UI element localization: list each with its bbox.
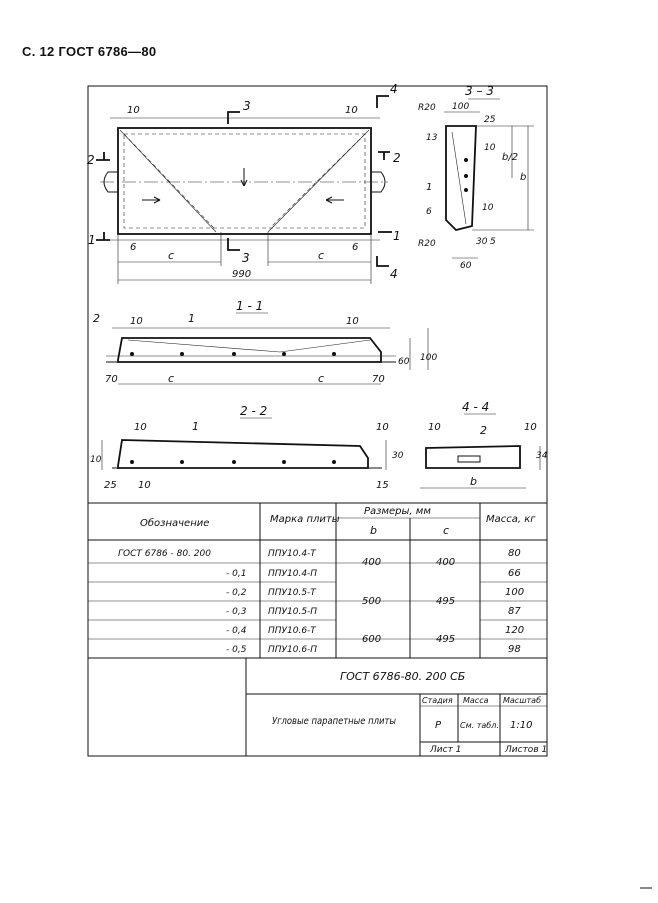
table-header-c: c (443, 524, 450, 537)
s11-c2: c (318, 372, 325, 385)
s33-d10b: 10 (482, 203, 494, 213)
table-row-mark: ППУ10.6-Т (268, 626, 316, 636)
section-mark-2-right (378, 152, 390, 160)
s11-d10b: 10 (346, 316, 359, 327)
s11-rebar-1 (130, 352, 134, 356)
arrow-left (142, 197, 160, 203)
plan-mark-2-left: 2 (87, 153, 95, 167)
plan-dim-c-right: c (318, 249, 325, 262)
s11-title: 1 - 1 (236, 299, 264, 313)
s33-d6: 6 (426, 207, 432, 217)
s44-title: 4 - 4 (462, 400, 490, 414)
section-2-2 (90, 404, 404, 491)
section-1-1 (93, 299, 437, 385)
title-stage-label: Стадия (422, 696, 453, 705)
s11-rebar-line2 (280, 340, 370, 352)
title-scale: 1:10 (510, 720, 533, 731)
s33-d25: 25 (484, 115, 496, 125)
s33-inner (452, 132, 466, 224)
plan-dim-c-left: c (168, 249, 175, 262)
s22-d10a: 10 (134, 422, 147, 433)
arrow-down (241, 168, 247, 186)
table-row-mass: 87 (508, 606, 521, 617)
s44-d10b: 10 (524, 422, 537, 433)
plan-dim-6-left: 6 (130, 242, 137, 253)
s44-l2: 2 (480, 424, 487, 437)
s11-d70b: 70 (372, 374, 385, 385)
table-size-b: 500 (362, 596, 382, 607)
table-row-designation: - 0,4 (226, 626, 247, 636)
s33-rebar-3 (464, 188, 468, 192)
table-size-c: 495 (436, 634, 456, 645)
table-row-designation: - 0,2 (226, 588, 247, 598)
s33-rebar-2 (464, 174, 468, 178)
table-header-mass: Масса, кг (486, 514, 536, 525)
s11-rebar-2 (180, 352, 184, 356)
plan-dim-990: 990 (232, 269, 252, 280)
plan-dim-10-right: 10 (345, 105, 358, 116)
s44-b: b (470, 475, 477, 488)
s22-d25: 25 (104, 480, 117, 491)
plan-mark-2-right: 2 (393, 151, 401, 165)
table-row-mass: 100 (505, 587, 525, 598)
s33-r20b: R20 (418, 239, 436, 249)
plan-dim-6-right: 6 (352, 242, 359, 253)
s22-d15: 15 (376, 480, 389, 491)
s22-d10d: 10 (138, 480, 151, 491)
page-header: С. 12 ГОСТ 6786—80 (22, 44, 157, 59)
s11-d70a: 70 (105, 374, 118, 385)
table-row-designation: - 0,1 (226, 569, 247, 579)
s11-rebar-4 (282, 352, 286, 356)
title-scale-label: Масштаб (503, 696, 542, 705)
table-size-c: 400 (436, 557, 456, 568)
s11-d10a: 10 (130, 316, 143, 327)
table-row-mass: 120 (505, 625, 525, 636)
plan-mark-4-bottom: 4 (390, 267, 398, 281)
table-row-mark: ППУ10.5-П (268, 607, 318, 617)
s33-d100: 100 (452, 102, 470, 112)
s22-d10b: 10 (376, 422, 389, 433)
s33-d5: 5 (490, 237, 496, 247)
s11-c1: c (168, 372, 175, 385)
s22-rebar-4 (282, 460, 286, 464)
plan-diagonal-solid-left (120, 130, 216, 232)
table-header-sizes: Размеры, мм (364, 506, 431, 517)
table-row-designation: - 0,5 (226, 645, 247, 655)
s44-insert (458, 456, 480, 462)
s11-rebar-line (128, 340, 280, 352)
section-4-4 (420, 400, 548, 488)
s22-slab (118, 440, 368, 468)
s11-slab (118, 338, 381, 362)
title-mass-label: Масса (463, 696, 489, 705)
table-row-mark: ППУ10.4-П (268, 569, 318, 579)
s33-r20: R20 (418, 103, 436, 113)
table-size-b: 400 (362, 557, 382, 568)
s33-d1: 1 (426, 182, 433, 193)
title-sheets: Листов 1 (505, 745, 548, 755)
plan-mark-1-left: 1 (88, 233, 96, 247)
plan-diagonal-solid-right (268, 130, 369, 232)
s33-d10a: 10 (484, 143, 496, 153)
s33-b2: b/2 (502, 152, 519, 163)
plan-mark-3-bottom: 3 (242, 251, 250, 265)
s22-rebar-5 (332, 460, 336, 464)
s44-profile (426, 446, 520, 468)
s11-rebar-3 (232, 352, 236, 356)
table-size-b: 600 (362, 634, 382, 645)
title-stage: Р (435, 720, 442, 731)
table-row-designation: - 0,3 (226, 607, 247, 617)
table-size-c: 495 (436, 596, 456, 607)
section-mark-2-left (96, 152, 110, 160)
spec-table (88, 503, 547, 658)
plan-mark-4-top: 4 (390, 82, 398, 96)
s33-d60: 60 (460, 261, 472, 271)
s22-rebar-1 (130, 460, 134, 464)
title-doc-code: ГОСТ 6786-80. 200 СБ (340, 670, 466, 683)
table-row-mark: ППУ10.6-П (268, 645, 318, 655)
plan-mark-1-right: 1 (393, 229, 401, 243)
s33-rebar-1 (464, 158, 468, 162)
table-row-mass: 66 (508, 568, 521, 579)
s22-rebar-3 (232, 460, 236, 464)
section-mark-4-top (377, 96, 389, 108)
s33-title: 3 – 3 (465, 84, 494, 98)
s44-d34: 34 (536, 451, 548, 461)
s22-title: 2 - 2 (240, 404, 268, 418)
s11-d100: 100 (420, 353, 438, 363)
s11-rebar-5 (332, 352, 336, 356)
s22-l1: 1 (192, 420, 199, 433)
s22-d10c: 10 (90, 455, 102, 465)
table-row-mark: ППУ10.5-Т (268, 588, 316, 598)
title-block (246, 658, 547, 756)
section-mark-4-bottom (377, 256, 389, 266)
section-3-3 (418, 84, 534, 271)
plan-view (87, 82, 401, 284)
table-row-mark: ППУ10.4-Т (268, 549, 316, 559)
table-header-designation: Обозначение (140, 518, 210, 529)
table-header-mark: Марка плиты (270, 514, 340, 525)
s22-d30: 30 (392, 451, 404, 461)
s33-d13: 13 (426, 133, 438, 143)
arrow-right (326, 197, 344, 203)
plan-diagonal-left (124, 134, 214, 228)
plan-mark-3-top: 3 (243, 99, 251, 113)
s11-d60: 60 (398, 357, 410, 367)
table-row-mass: 80 (508, 548, 521, 559)
plan-dim-10-left: 10 (127, 105, 140, 116)
title-mass: См. табл. (460, 721, 499, 730)
title-name-line: Угловые парапетные плиты (272, 716, 397, 727)
section-mark-1-left (96, 232, 110, 240)
s33-profile (446, 126, 476, 230)
s44-d10a: 10 (428, 422, 441, 433)
table-row-mass: 98 (508, 644, 521, 655)
table-row-designation: ГОСТ 6786 - 80. 200 (118, 549, 211, 559)
title-sheet: Лист 1 (430, 745, 462, 755)
s22-rebar-2 (180, 460, 184, 464)
table-header-b: b (370, 524, 377, 537)
s33-d30: 30 (476, 237, 488, 247)
s11-l1: 1 (188, 312, 195, 325)
s11-l2: 2 (93, 312, 100, 325)
s33-b: b (520, 172, 527, 183)
sheet-frame (88, 86, 547, 756)
